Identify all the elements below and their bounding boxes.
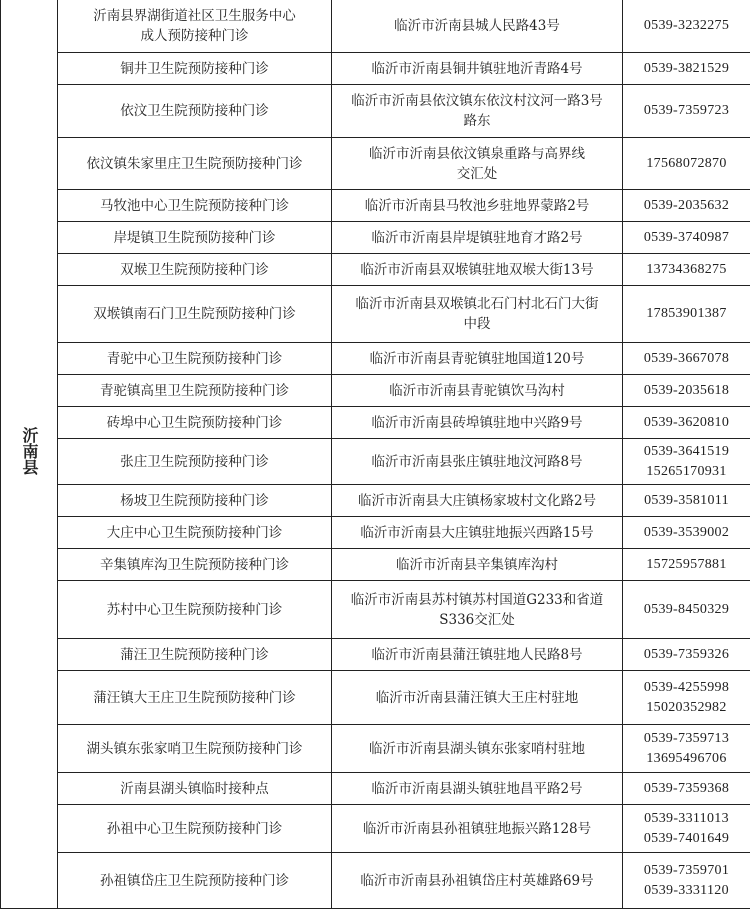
phone-text: 0539-3311013 [627, 809, 746, 829]
clinic-name-cell [58, 286, 332, 343]
phone-text: 0539-2035618 [627, 381, 746, 401]
clinic-name-cell [58, 725, 332, 773]
phone-text: 0539-3331120 [627, 881, 746, 901]
table-row [1, 639, 750, 671]
address-text: 临沂市沂南县大庄镇驻地振兴西路15号 [336, 523, 618, 543]
address-cell [332, 138, 623, 190]
phone-cell [623, 805, 750, 853]
table-row [1, 254, 750, 286]
phone-cell [623, 773, 750, 805]
phone-text: 15265170931 [627, 462, 746, 482]
table-row [1, 853, 750, 909]
table-row [1, 85, 750, 138]
address-cell [332, 517, 623, 549]
address-cell [332, 485, 623, 517]
clinic-name-cell [58, 138, 332, 190]
address-text: 临沂市沂南县苏村镇苏村国道G233和省道 [336, 590, 618, 610]
phone-cell [623, 853, 750, 909]
phone-cell [623, 343, 750, 375]
table-row [1, 138, 750, 190]
phone-text: 0539-7359368 [627, 779, 746, 799]
clinic-name-cell [58, 549, 332, 581]
clinic-name-text: 双堠镇南石门卫生院预防接种门诊 [62, 304, 327, 324]
address-text: 临沂市沂南县马牧池乡驻地界蒙路2号 [336, 196, 618, 216]
address-cell [332, 53, 623, 85]
clinic-name-cell [58, 407, 332, 439]
phone-cell [623, 138, 750, 190]
clinic-name-text: 依汶卫生院预防接种门诊 [62, 101, 327, 121]
phone-text: 0539-7401649 [627, 829, 746, 849]
clinic-name-cell [58, 773, 332, 805]
phone-text: 0539-3539002 [627, 523, 746, 543]
clinic-name-cell [58, 375, 332, 407]
address-text: 临沂市沂南县依汶镇泉重路与高界线 [336, 144, 618, 164]
phone-text: 0539-3641519 [627, 442, 746, 462]
address-text: 临沂市沂南县双堠镇驻地双堠大街13号 [336, 260, 618, 280]
address-cell [332, 549, 623, 581]
phone-text: 0539-7359713 [627, 729, 746, 749]
clinic-name-text: 张庄卫生院预防接种门诊 [62, 452, 327, 472]
table-row [1, 671, 750, 725]
phone-text: 0539-8450329 [627, 600, 746, 620]
clinic-name-text: 铜井卫生院预防接种门诊 [62, 59, 327, 79]
clinic-name-cell [58, 485, 332, 517]
phone-text: 0539-4255998 [627, 678, 746, 698]
address-cell [332, 375, 623, 407]
address-cell [332, 639, 623, 671]
phone-cell [623, 53, 750, 85]
address-text: 临沂市沂南县孙祖镇驻地振兴路128号 [336, 819, 618, 839]
phone-text: 0539-7359723 [627, 101, 746, 121]
address-text: 临沂市沂南县青驼镇饮马沟村 [336, 381, 618, 401]
address-cell [332, 286, 623, 343]
address-cell [332, 407, 623, 439]
table-row [1, 286, 750, 343]
phone-text: 17853901387 [627, 304, 746, 324]
clinic-name-cell [58, 439, 332, 485]
table-row [1, 485, 750, 517]
clinic-name-cell [58, 853, 332, 909]
phone-cell [623, 549, 750, 581]
clinic-name-text: 依汶镇朱家里庄卫生院预防接种门诊 [62, 154, 327, 174]
clinic-name-cell [58, 639, 332, 671]
address-cell [332, 254, 623, 286]
phone-cell [623, 639, 750, 671]
address-text: 临沂市沂南县岸堤镇驻地育才路2号 [336, 228, 618, 248]
phone-cell [623, 485, 750, 517]
clinic-name-text: 岸堤镇卫生院预防接种门诊 [62, 228, 327, 248]
phone-text: 0539-3821529 [627, 59, 746, 79]
clinic-name-text: 沂南县湖头镇临时接种点 [62, 779, 327, 799]
phone-cell [623, 222, 750, 254]
clinic-name-text: 双堠卫生院预防接种门诊 [62, 260, 327, 280]
address-cell [332, 853, 623, 909]
address-text: 临沂市沂南县蒲汪镇大王庄村驻地 [336, 688, 618, 708]
phone-text: 13734368275 [627, 260, 746, 280]
address-cell [332, 0, 623, 53]
clinic-name-text: 青驼镇高里卫生院预防接种门诊 [62, 381, 327, 401]
clinic-name-cell [58, 581, 332, 639]
address-text: 交汇处 [336, 164, 618, 184]
address-cell [332, 190, 623, 222]
address-text: 临沂市沂南县湖头镇驻地昌平路2号 [336, 779, 618, 799]
phone-text: 0539-3667078 [627, 349, 746, 369]
address-text: 临沂市沂南县蒲汪镇驻地人民路8号 [336, 645, 618, 665]
phone-text: 0539-3740987 [627, 228, 746, 248]
clinic-name-cell [58, 805, 332, 853]
table-row [1, 343, 750, 375]
address-text: 中段 [336, 314, 618, 334]
phone-text: 0539-3620810 [627, 413, 746, 433]
address-cell [332, 671, 623, 725]
table-row [1, 517, 750, 549]
clinic-name-text: 砖埠中心卫生院预防接种门诊 [62, 413, 327, 433]
clinic-name-cell [58, 190, 332, 222]
phone-cell [623, 286, 750, 343]
county-cell [1, 0, 58, 909]
phone-cell [623, 375, 750, 407]
phone-cell [623, 671, 750, 725]
address-text: 临沂市沂南县双堠镇北石门村北石门大街 [336, 294, 618, 314]
clinic-name-cell [58, 254, 332, 286]
address-cell [332, 222, 623, 254]
county-label: 沂南县 [17, 427, 41, 475]
address-text: 临沂市沂南县张庄镇驻地汶河路8号 [336, 452, 618, 472]
address-cell [332, 439, 623, 485]
address-text: 临沂市沂南县铜井镇驻地沂青路4号 [336, 59, 618, 79]
address-text: 临沂市沂南县城人民路43号 [336, 16, 618, 36]
address-cell [332, 85, 623, 138]
phone-cell [623, 725, 750, 773]
phone-text: 0539-3232275 [627, 16, 746, 36]
phone-text: 15725957881 [627, 555, 746, 575]
phone-text: 0539-7359701 [627, 861, 746, 881]
phone-text: 17568072870 [627, 154, 746, 174]
phone-cell [623, 254, 750, 286]
table-row [1, 439, 750, 485]
clinic-name-text: 苏村中心卫生院预防接种门诊 [62, 600, 327, 620]
table-row [1, 53, 750, 85]
phone-text: 0539-3581011 [627, 491, 746, 511]
phone-cell [623, 85, 750, 138]
table-row [1, 725, 750, 773]
phone-cell [623, 581, 750, 639]
address-cell [332, 805, 623, 853]
clinic-name-text: 大庄中心卫生院预防接种门诊 [62, 523, 327, 543]
address-text: 临沂市沂南县湖头镇东张家哨村驻地 [336, 739, 618, 759]
table-row [1, 805, 750, 853]
clinic-name-cell [58, 0, 332, 53]
address-text: 临沂市沂南县青驼镇驻地国道120号 [336, 349, 618, 369]
phone-cell [623, 190, 750, 222]
table-row [1, 375, 750, 407]
phone-cell [623, 439, 750, 485]
address-text: 临沂市沂南县辛集镇库沟村 [336, 555, 618, 575]
clinic-name-text: 沂南县界湖街道社区卫生服务中心 [62, 6, 327, 26]
address-text: 路东 [336, 111, 618, 131]
clinic-name-text: 成人预防接种门诊 [62, 26, 327, 46]
address-text: 临沂市沂南县大庄镇杨家坡村文化路2号 [336, 491, 618, 511]
clinic-name-text: 湖头镇东张家哨卫生院预防接种门诊 [62, 739, 327, 759]
clinic-name-text: 青驼中心卫生院预防接种门诊 [62, 349, 327, 369]
phone-cell [623, 407, 750, 439]
table-row [1, 581, 750, 639]
clinic-name-cell [58, 517, 332, 549]
clinic-name-cell [58, 671, 332, 725]
address-text: 临沂市沂南县依汶镇东依汶村汶河一路3号 [336, 91, 618, 111]
address-text: 临沂市沂南县孙祖镇岱庄村英雄路69号 [336, 871, 618, 891]
table-row [1, 549, 750, 581]
address-text: 临沂市沂南县砖埠镇驻地中兴路9号 [336, 413, 618, 433]
clinic-name-text: 蒲汪镇大王庄卫生院预防接种门诊 [62, 688, 327, 708]
clinic-name-text: 杨坡卫生院预防接种门诊 [62, 491, 327, 511]
phone-text: 0539-2035632 [627, 196, 746, 216]
phone-text: 13695496706 [627, 749, 746, 769]
clinic-name-cell [58, 222, 332, 254]
clinic-name-cell [58, 343, 332, 375]
clinic-name-text: 辛集镇库沟卫生院预防接种门诊 [62, 555, 327, 575]
address-cell [332, 343, 623, 375]
address-text: S336交汇处 [336, 610, 618, 630]
phone-cell [623, 0, 750, 53]
clinic-name-text: 蒲汪卫生院预防接种门诊 [62, 645, 327, 665]
phone-text: 0539-7359326 [627, 645, 746, 665]
clinic-name-text: 马牧池中心卫生院预防接种门诊 [62, 196, 327, 216]
address-cell [332, 725, 623, 773]
table-row [1, 222, 750, 254]
clinic-name-cell [58, 53, 332, 85]
table-row [1, 190, 750, 222]
table-row [1, 407, 750, 439]
table-row [1, 773, 750, 805]
phone-cell [623, 517, 750, 549]
address-cell [332, 773, 623, 805]
phone-text: 15020352982 [627, 698, 746, 718]
clinic-name-text: 孙祖镇岱庄卫生院预防接种门诊 [62, 871, 327, 891]
address-cell [332, 581, 623, 639]
clinic-name-cell [58, 85, 332, 138]
table-row [1, 0, 750, 53]
clinic-name-text: 孙祖中心卫生院预防接种门诊 [62, 819, 327, 839]
